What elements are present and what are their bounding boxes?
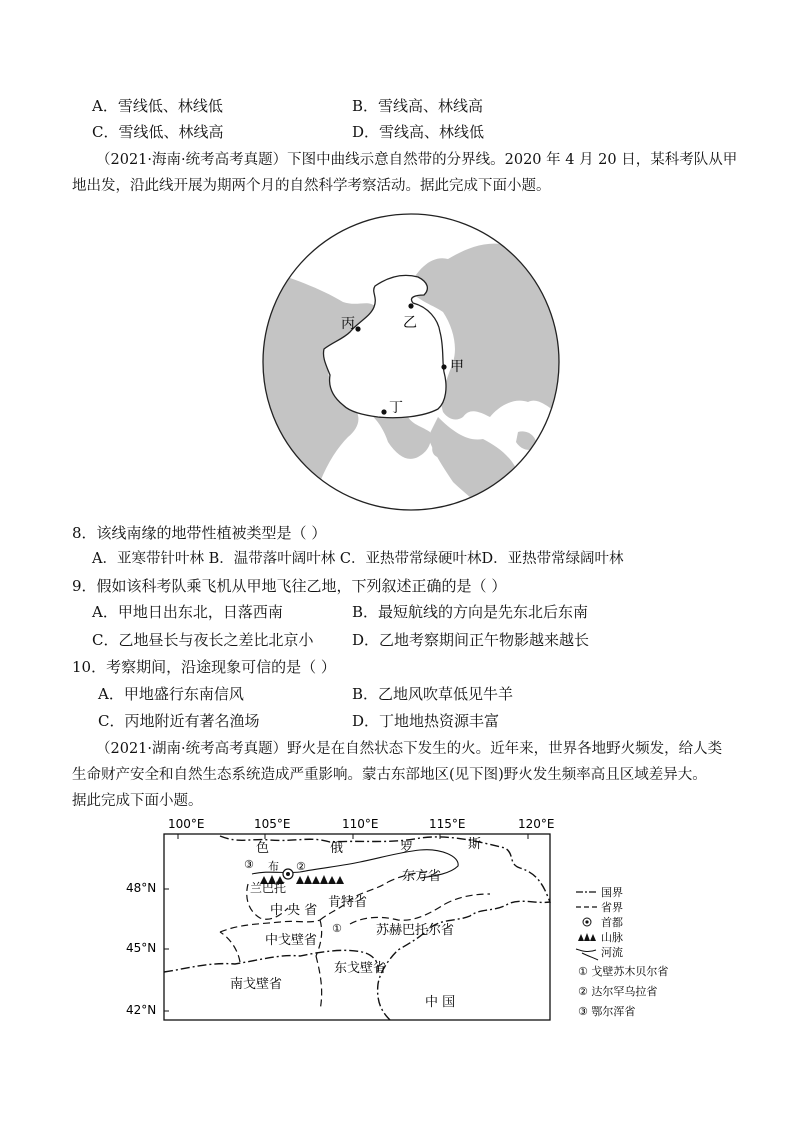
label-zhongyang: 中 央 省 [270, 903, 318, 918]
legend-note2: ② 达尔罕乌拉省 [578, 985, 658, 998]
point-ding [381, 409, 386, 414]
legend-note1: ① 戈壁苏木贝尔省 [578, 965, 669, 978]
intro2-line3: 据此完成下面小题。 [72, 793, 203, 809]
intro1-line1: （2021·海南·统考高考真题）下图中曲线示意自然带的分界线。2020 年 4 月 20 日，某科考队从甲 [96, 152, 738, 168]
label-jia: 甲 [450, 359, 464, 375]
q9-stem: 9．假如该科考队乘飞机从甲地飞往乙地，下列叙述正确的是（ ） [72, 577, 507, 595]
q9-option-b: B．最短航线的方向是先东北后东南 [352, 603, 589, 621]
q8-stem: 8．该线南缘的地带性植被类型是（ ） [72, 524, 327, 542]
label-kente: 肯特省 [328, 895, 368, 910]
label-bing: 丙 [341, 316, 355, 332]
capital-marker [283, 869, 293, 879]
legend-mountain: 山脉 [601, 931, 623, 944]
legend-capital: 首都 [601, 916, 623, 929]
intro2-line2: 生命财产安全和自然生态系统造成严重影响。蒙古东部地区(见下图)野火发生频率高且区域差异大。 [72, 767, 707, 783]
label-c1: ① [332, 922, 342, 935]
label-se: 色 [256, 841, 270, 856]
q7-option-b: B．雪线高、林线高 [352, 97, 484, 115]
legend-river: 河流 [601, 946, 623, 959]
point-jia [441, 364, 446, 369]
lon-105: 105°E [254, 817, 291, 831]
q9-option-a: A．甲地日出东北，日落西南 [92, 603, 283, 621]
lon-110: 110°E [342, 817, 379, 831]
map-legend [576, 886, 668, 1018]
latitude-labels [126, 881, 156, 1017]
lat-42: 42°N [126, 1003, 157, 1017]
polar-map [258, 207, 568, 517]
label-donggobi: 东戈壁省 [334, 961, 387, 976]
label-ding: 丁 [389, 400, 403, 416]
label-dongfang: 东方省 [402, 869, 442, 884]
intro2-line1: （2021·湖南·统考高考真题）野火是在自然状态下发生的火。近年来，世界各地野火频发，给人类 [96, 741, 723, 757]
lat-48: 48°N [126, 881, 157, 895]
q9-option-c: C．乙地昼长与夜长之差比北京小 [92, 631, 314, 649]
point-yi [408, 303, 413, 308]
q7-option-d: D．雪线高、林线低 [352, 123, 485, 141]
intro1-line2: 地出发，沿此线开展为期两个月的自然科学考察活动。据此完成下面小题。 [72, 178, 551, 194]
label-c2: ② [296, 860, 306, 873]
q10-option-d: D．丁地地热资源丰富 [352, 712, 500, 730]
label-si: 斯 [468, 837, 482, 852]
label-yi: 乙 [403, 315, 417, 331]
q10-option-a: A．甲地盛行东南信风 [98, 685, 244, 703]
longitude-labels [168, 817, 555, 831]
q8-options: A．亚寒带针叶林 B．温带落叶阔叶林 C．亚热带常绿硬叶林D．亚热带常绿阔叶林 [92, 551, 624, 567]
point-bing [355, 326, 360, 331]
legend-national: 国界 [601, 886, 623, 899]
label-lanbato: 兰巴托 [250, 881, 287, 895]
label-e: 俄 [330, 841, 344, 856]
label-suhe: 苏赫巴托尔省 [376, 923, 455, 938]
label-luo: 罗 [400, 841, 414, 856]
legend-provincial: 省界 [601, 901, 623, 914]
lon-115: 115°E [429, 817, 466, 831]
label-zhonggobi: 中戈壁省 [265, 933, 318, 948]
lat-45: 45°N [126, 941, 157, 955]
q9-option-d: D．乙地考察期间正午物影越来越长 [352, 631, 590, 649]
q7-option-a: A．雪线低、林线低 [92, 97, 223, 115]
label-bulgan: 布 [268, 860, 279, 873]
label-nangobi: 南戈壁省 [230, 977, 283, 992]
q10-option-b: B．乙地风吹草低见牛羊 [352, 685, 514, 703]
mongolia-map [120, 812, 700, 1032]
label-china: 中 国 [425, 995, 456, 1010]
legend-note3: ③ 鄂尔浑省 [578, 1005, 636, 1018]
label-c3: ③ [244, 858, 254, 871]
lon-100: 100°E [168, 817, 205, 831]
lon-120: 120°E [518, 817, 555, 831]
map-frame [164, 834, 550, 1020]
q7-option-c: C．雪线低、林线高 [92, 123, 224, 141]
q10-option-c: C．丙地附近有著名渔场 [98, 712, 260, 730]
q10-stem: 10．考察期间，沿途现象可信的是（ ） [72, 658, 336, 676]
